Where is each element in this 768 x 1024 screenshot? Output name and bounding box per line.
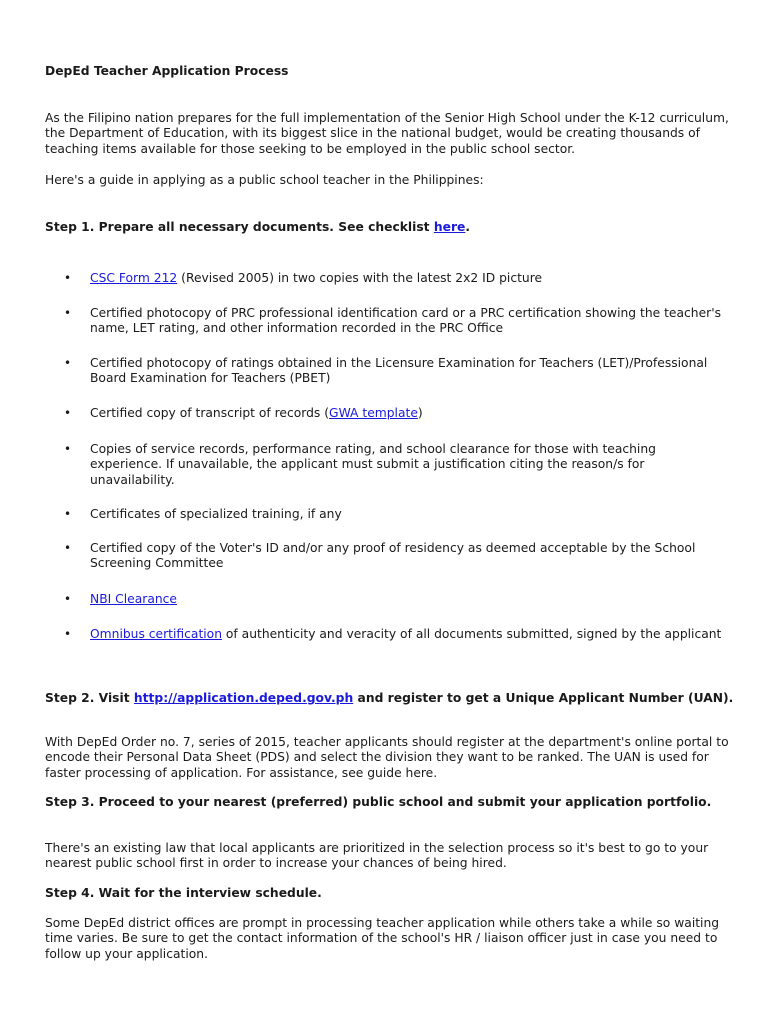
list-item-omnibus (90, 627, 730, 642)
step4-heading: Step 4. Wait for the interview schedule. (45, 886, 322, 900)
omnibus-certification-link[interactable]: Omnibus certification (90, 627, 222, 641)
list-item-voters-id: Certified copy of the Voter's ID and/or any proof of residency as deemed acceptable by the School Screening Committee (90, 541, 696, 571)
step4-body: Some DepEd district offices are prompt in processing teacher application while others take a while so waiting time varies. Be sure to get the contact information of the school's HR / liaison officer just in case you need to follow up your application. (45, 916, 720, 961)
list-item-let-ratings: Certified photocopy of ratings obtained in the Licensure Examination for Teachers (LET)/Professional Board Examination for Teachers (PBET) (90, 356, 708, 386)
list-item-text: (Revised 2005) in two copies with the latest 2x2 ID picture (177, 271, 543, 285)
intro-paragraph: As the Filipino nation prepares for the full implementation of the Senior High School under the K-12 curriculum, the Department of Education, with its biggest slice in the national budget, would be creating thousands of teaching items available for those seeking to be employed in the public school sector. (45, 111, 729, 156)
checklist-link[interactable]: here (433, 220, 466, 234)
bullet-3: • (64, 356, 72, 370)
step3-body: There's an existing law that local applicants are prioritized in the selection process so it's best to go to your nearest public school first in order to increase your chances of being hired. (45, 841, 709, 871)
step2-heading (45, 691, 735, 706)
bullet-1: • (64, 271, 72, 285)
page-title: DepEd Teacher Application Process (45, 64, 289, 78)
bullet-8: • (64, 592, 72, 606)
bullet-7: • (64, 541, 72, 555)
bullet-4: • (64, 406, 72, 420)
step1-end: . (465, 220, 471, 234)
step2-pre: Step 2. Visit (45, 691, 134, 705)
guide-paragraph: Here's a guide in applying as a public school teacher in the Philippines: (45, 173, 484, 187)
list-item-service-records: Copies of service records, performance rating, and school clearance for those with teaching experience. If unavailable, the applicant must submit a justification citing the reason/s for unavailability. (90, 442, 656, 487)
bullet-2: • (64, 306, 72, 320)
csc-form-link[interactable]: CSC Form 212 (90, 271, 178, 285)
bullet-6: • (64, 507, 72, 521)
list-item-prc-id: Certified photocopy of PRC professional identification card or a PRC certification showing the teacher's name, LET rating, and other information recorded in the PRC Office (90, 306, 721, 336)
list-item-text: of authenticity and veracity of all documents submitted, signed by the applicant (222, 627, 722, 641)
nbi-clearance-link[interactable]: NBI Clearance (90, 592, 177, 606)
gwa-template-link[interactable]: GWA template (329, 406, 418, 420)
list-item-nbi (90, 592, 730, 607)
list-item-text: ) (417, 406, 423, 420)
list-item-csc-form (90, 271, 730, 286)
list-item-transcript (90, 406, 730, 421)
step1-heading (45, 220, 735, 235)
step2-body: With DepEd Order no. 7, series of 2015, teacher applicants should register at the department's online portal to encode their Personal Data Sheet (PDS) and select the division they want to be ranked. The UAN is used for faster processing of application. For assistance, see guide here. (45, 735, 729, 780)
list-item-text: Certified copy of transcript of records ( (90, 406, 330, 420)
bullet-5: • (64, 442, 72, 456)
deped-application-link[interactable]: http://application.deped.gov.ph (133, 691, 354, 705)
step2-post: and register to get a Unique Applicant Number (UAN). (353, 691, 734, 705)
step1-text: Step 1. Prepare all necessary documents. See checklist (45, 220, 434, 234)
step3-heading: Step 3. Proceed to your nearest (preferred) public school and submit your application portfolio. (45, 795, 712, 809)
bullet-9: • (64, 627, 72, 641)
list-item-certificates: Certificates of specialized training, if any (90, 507, 342, 521)
